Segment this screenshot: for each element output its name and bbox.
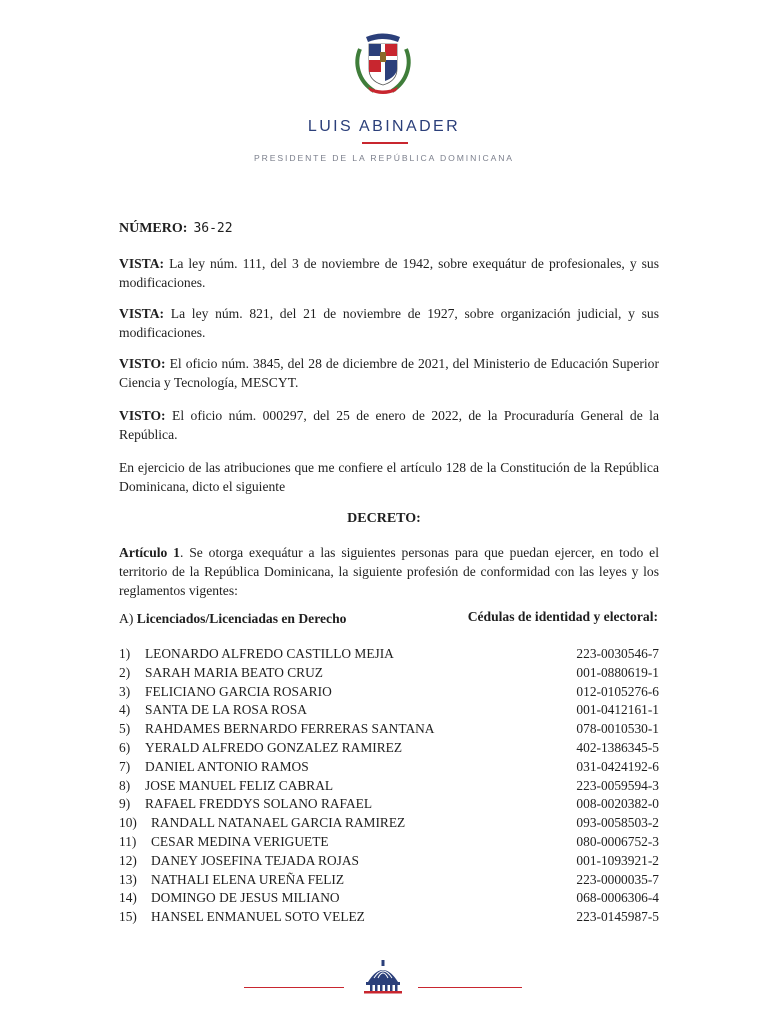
person-name: RAHDAMES BERNARDO FERRERAS SANTANA — [145, 721, 435, 737]
header-divider — [362, 142, 408, 144]
list-prefix: A) — [119, 611, 137, 626]
list-item — [119, 852, 659, 871]
item-number: 12) — [119, 852, 137, 868]
person-name: SARAH MARIA BEATO CRUZ — [145, 664, 323, 680]
footer-divider-right — [418, 987, 522, 988]
item-number: 1) — [119, 646, 131, 661]
item-number: 3) — [119, 683, 131, 699]
item-number: 10) — [119, 815, 137, 831]
vista-text: La ley núm. 821, del 21 de noviembre de 1927, sobre organización judicial, y sus modificaciones. — [119, 306, 659, 340]
list-item — [119, 758, 659, 777]
person-cedula: 223-0145987-5 — [576, 909, 659, 925]
person-name: FELICIANO GARCIA ROSARIO — [145, 683, 332, 699]
item-number: 9) — [119, 796, 131, 812]
list-item — [119, 871, 659, 890]
item-number: 14) — [119, 890, 137, 906]
item-number: 2) — [119, 664, 131, 680]
person-list — [119, 645, 659, 927]
profession-label: Licenciados/Licenciadas en Derecho — [136, 611, 347, 626]
item-number: 15) — [119, 909, 137, 925]
person-cedula: 068-0006306-4 — [576, 890, 659, 906]
ejercicio-paragraph: En ejercicio de las atribuciones que me confiere el artículo 128 de la Constitución de la República Dominicana, dicto el siguiente — [119, 460, 659, 494]
person-cedula: 223-0059594-3 — [576, 777, 659, 793]
person-cedula: 008-0020382-0 — [576, 796, 659, 812]
person-cedula: 001-0880619-1 — [576, 664, 659, 680]
person-cedula: 402-1386345-5 — [576, 739, 659, 755]
person-cedula: 223-0000035-7 — [576, 871, 659, 887]
person-cedula: 001-0412161-1 — [576, 702, 659, 718]
list-item — [119, 701, 659, 720]
cedula-heading: Cédulas de identidad y electoral: — [467, 609, 658, 624]
numero-label: NÚMERO: — [119, 221, 188, 236]
person-name: DANEY JOSEFINA TEJADA ROJAS — [151, 852, 359, 868]
list-item — [119, 645, 659, 664]
person-name: YERALD ALFREDO GONZALEZ RAMIREZ — [145, 739, 403, 755]
person-name: DANIEL ANTONIO RAMOS — [145, 758, 309, 774]
list-item — [119, 814, 659, 833]
person-cedula: 001-1093921-2 — [576, 852, 659, 868]
person-cedula: 093-0058503-2 — [576, 815, 659, 831]
person-name: RANDALL NATANAEL GARCIA RAMIREZ — [151, 815, 406, 831]
list-item — [119, 777, 659, 796]
vista-label: VISTA: — [119, 306, 165, 321]
person-cedula: 223-0030546-7 — [576, 646, 659, 661]
item-number: 13) — [119, 871, 137, 887]
decree-number — [119, 221, 233, 237]
list-item — [119, 664, 659, 683]
vista-paragraph-2 — [119, 304, 659, 342]
vista-label: VISTA: — [119, 256, 165, 271]
list-item — [119, 739, 659, 758]
person-name: RAFAEL FREDDYS SOLANO RAFAEL — [145, 796, 373, 812]
palace-dome-icon — [360, 956, 406, 994]
list-item — [119, 833, 659, 852]
president-title: PRESIDENTE DE LA REPÚBLICA DOMINICANA — [254, 153, 514, 163]
articulo-paragraph — [119, 543, 659, 600]
vista-text: La ley núm. 111, del 3 de noviembre de 1942, sobre exequátur de profesionales, y sus modificaciones. — [119, 256, 659, 290]
articulo-label: Artículo 1 — [119, 545, 180, 560]
numero-value: 36-22 — [193, 221, 233, 236]
list-item — [119, 795, 659, 814]
person-name: LEONARDO ALFREDO CASTILLO MEJIA — [145, 646, 394, 661]
footer-divider-left — [244, 987, 344, 988]
president-name: LUIS ABINADER — [307, 118, 461, 135]
vista-paragraph-1 — [119, 254, 659, 292]
list-item — [119, 889, 659, 908]
person-name: NATHALI ELENA UREÑA FELIZ — [151, 871, 345, 887]
person-cedula: 012-0105276-6 — [576, 683, 659, 699]
visto-text: El oficio núm. 3845, del 28 de diciembre de 2021, del Ministerio de Educación Superior Ciencia y Tecnología, MESCYT. — [119, 356, 659, 390]
visto-label: VISTO: — [119, 408, 166, 423]
person-name: CESAR MEDINA VERIGUETE — [151, 833, 329, 849]
visto-label: VISTO: — [119, 356, 166, 371]
person-cedula: 031-0424192-6 — [576, 758, 659, 774]
list-item — [119, 683, 659, 702]
person-name: DOMINGO DE JESUS MILIANO — [151, 890, 340, 906]
item-number: 8) — [119, 777, 131, 793]
item-number: 4) — [119, 702, 131, 718]
person-name: SANTA DE LA ROSA ROSA — [145, 702, 307, 718]
person-name: JOSE MANUEL FELIZ CABRAL — [145, 777, 334, 793]
item-number: 5) — [119, 721, 131, 737]
coat-of-arms-icon — [352, 27, 414, 97]
item-number: 6) — [119, 739, 131, 755]
list-item — [119, 720, 659, 739]
articulo-text: . Se otorga exequátur a las siguientes personas para que puedan ejercer, en todo el territorio de la República Dominicana, la siguiente profesión de conformidad con las leyes y los reglamentos vigentes: — [119, 545, 659, 598]
decreto-heading: DECRETO: — [347, 511, 421, 526]
visto-paragraph-1 — [119, 354, 659, 392]
profession-heading — [119, 611, 346, 627]
visto-paragraph-2 — [119, 406, 659, 444]
item-number: 7) — [119, 758, 131, 774]
list-item — [119, 908, 659, 927]
item-number: 11) — [119, 833, 137, 849]
person-cedula: 080-0006752-3 — [576, 833, 659, 849]
person-cedula: 078-0010530-1 — [576, 721, 659, 737]
person-name: HANSEL ENMANUEL SOTO VELEZ — [151, 909, 365, 925]
visto-text: El oficio núm. 000297, del 25 de enero de 2022, de la Procuraduría General de la República. — [119, 408, 659, 442]
